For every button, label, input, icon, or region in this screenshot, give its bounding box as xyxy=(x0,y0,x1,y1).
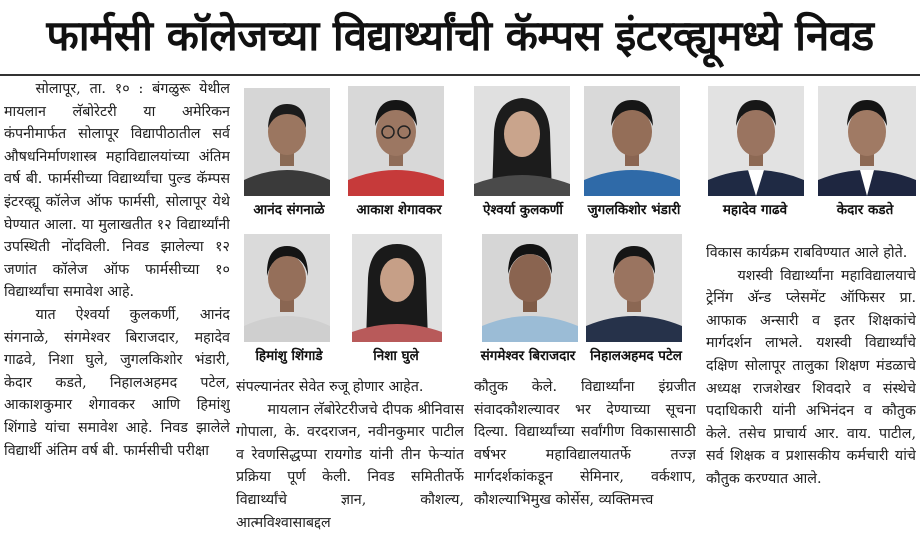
paragraph: यशस्वी विद्यार्थ्यांना महाविद्यालयाचे ट्रेनिंग अ‍ॅन्ड प्लेसमेंट ऑफिसर प्रा. आफाक अन्सारी व इतर शिक्षकांचे मार्गदर्शन लाभले. यशस्वी विद्यार्थ्यांचे दक्षिण सोलापूर तालुका शिक्षण मंडळाचे अध्यक्ष राजशेखर शिवदारे व संस्थेचे पदाधिकारी यांनी अभिनंदन व कौतुक केले. तसेच प्राचार्य आर. वाय. पाटील, सर्व शिक्षक व प्रशासकीय कर्मचारी यांचे कौतुक करण्यात आले. xyxy=(706,267,916,487)
photo-akash-shegaonkar xyxy=(348,86,444,196)
article-column-2 xyxy=(236,376,464,560)
photo-kedar-kadte xyxy=(818,86,916,196)
caption-sangameshwar-birajdar: संगमेश्वर बिराजदार xyxy=(480,348,576,364)
headline: फार्मसी कॉलेजच्या विद्यार्थ्यांची कॅम्पस इंटरव्ह्यूमध्ये निवड xyxy=(46,11,874,60)
paragraph: संपल्यानंतर सेवेत रुजू होणार आहेत. xyxy=(236,379,424,395)
photo-anand-sangnale xyxy=(244,88,330,196)
photo-aishwarya-kulkarni xyxy=(474,86,570,196)
caption-kedar-kadte: केदार कडते xyxy=(836,202,894,218)
article-column-4 xyxy=(706,242,916,560)
photo-nihalahmad-patel xyxy=(586,234,682,342)
headline-rule xyxy=(0,74,920,76)
paragraph: विकास कार्यक्रम राबविण्यात आले होते. xyxy=(706,245,908,261)
paragraph: कौतुक केले. विद्यार्थ्यांना इंग्रजीत संवादकौशल्यावर भर देण्याच्या सूचना दिल्या. विद्यार्थ्यांच्या सर्वांगीण विकासासाठी वर्षभर महाविद्यालयातर्फे तज्ज्ञ मार्गदर्शकांकडून सेमिनार, वर्कशाप, कौशल्याभिमुख कोर्सेस, व्यक्तिमत्त्व xyxy=(474,379,696,508)
paragraph: यात ऐश्वर्या कुलकर्णी, आनंद संगनाळे, संगमेश्वर बिराजदार, महादेव गाढवे, निशा घुले, जुगलकिशोर भंडारी, केदार कडते, निहालअहमद पटेल, आकाशकुमार शेगावकर आणि हिमांशु शिंगाडे यांचा समावेश आहे. निवड झालेले विद्यार्थी अंतिम वर्ष बी. फार्मसीची परीक्षा xyxy=(4,306,230,459)
caption-mahadev-gadhve: महादेव गाढवे xyxy=(722,202,788,218)
caption-jugalkishor-bhandari: जुगलकिशोर भंडारी xyxy=(587,202,681,218)
paragraph: सोलापूर, ता. १० : बंगळुरू येथील मायलान लॅबोरेटरी या अमेरिकन कंपनीमार्फत सोलापूर विद्यापीठातील सर्व औषधनिर्माणशास्त्र महाविद्यालयांच्या अंतिम वर्ष बी. फार्मसीच्या विद्यार्थ्यांचा पुल्ड कॅम्पस इंटरव्ह्यू कॉलेज ऑफ फार्मसी, सोलापूर येथे घेण्यात आला. या मुलाखतीत १२ विद्यार्थ्यांनी उपस्थिती नोंदविली. निवड झालेल्या १२ जणांत कॉलेज ऑफ फार्मसीच्या १० विद्यार्थ्यांचा समावेश आहे. xyxy=(4,81,230,301)
caption-aishwarya-kulkarni: ऐश्वर्या कुलकर्णी xyxy=(483,202,563,218)
photo-mahadev-gadhve xyxy=(708,86,804,196)
caption-himanshu-shingade: हिमांशु शिंगाडे xyxy=(255,348,323,364)
photo-sangameshwar-birajdar xyxy=(482,234,578,342)
photo-jugalkishor-bhandari xyxy=(584,86,680,196)
article-column-1 xyxy=(4,78,230,560)
photo-nisha-ghule xyxy=(352,234,442,342)
caption-anand-sangnale: आनंद संगनाळे xyxy=(253,202,325,218)
caption-nisha-ghule: निशा घुले xyxy=(373,348,419,364)
paragraph: मायलान लॅबोरेटरीजचे दीपक श्रीनिवास गोपाला, के. वरदराजन, नवीनकुमार पाटील व रेवणसिद्धप्पा रायगोड यांनी तीन फेऱ्यांत प्रक्रिया पूर्ण केली. निवड समितीतर्फे विद्यार्थ्यांचे ज्ञान, कौशल्य, आत्मविश्वासाबद्दल xyxy=(236,401,464,531)
caption-nihalahmad-patel: निहालअहमद पटेल xyxy=(590,348,682,364)
article-column-3 xyxy=(474,376,696,560)
photo-himanshu-shingade xyxy=(244,234,330,342)
caption-akash-shegaonkar: आकाश शेगावकर xyxy=(356,202,442,218)
